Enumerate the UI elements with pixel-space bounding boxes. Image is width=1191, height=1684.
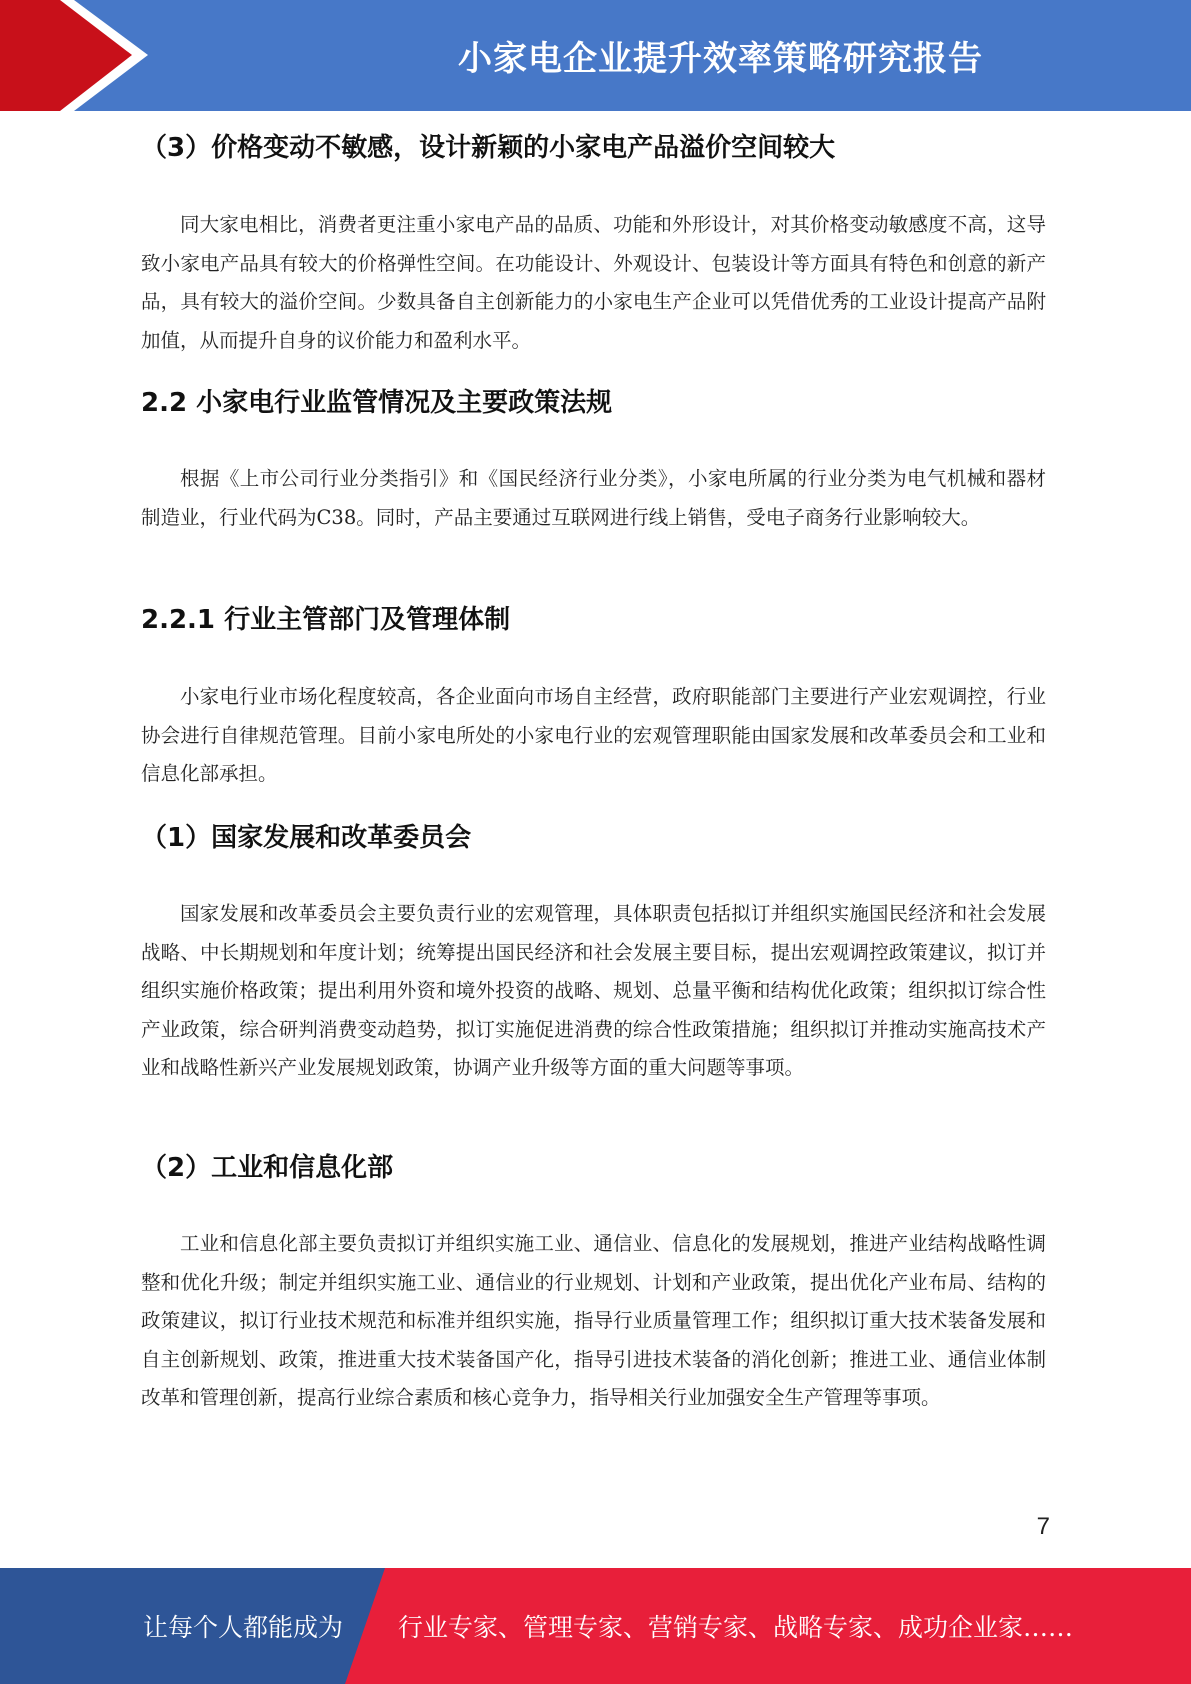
section-heading-regulation: 2.2 小家电行业监管情况及主要政策法规 — [141, 388, 613, 418]
section-heading-ndrc: （1）国家发展和改革委员会 — [141, 823, 472, 853]
footer-slogan-right: 行业专家、管理专家、营销专家、战略专家、成功企业家…… — [398, 1613, 1074, 1642]
footer-banner — [0, 1568, 1191, 1684]
section-paragraph-authorities: 小家电行业市场化程度较高，各企业面向市场自主经营，政府职能部门主要进行产业宏观调控，行业协会进行自律规范管理。目前小家电所处的小家电行业的宏观管理职能由国家发展和改革委员会和工业和信息化部承担。 — [141, 685, 1046, 785]
section-paragraph-miit: 工业和信息化部主要负责拟订并组织实施工业、通信业、信息化的发展规划，推进产业结构战略性调整和优化升级；制定并组织实施工业、通信业的行业规划、计划和产业政策，提出优化产业布局、结构的政策建议，拟订行业技术规范和标准并组织实施，指导行业质量管理工作；组织拟订重大技术装备发展和自主创新规划、政策，推进重大技术装备国产化，指导引进技术装备的消化创新；推进工业、通信业体制改革和管理创新，提高行业综合素质和核心竞争力，指导相关行业加强安全生产管理等事项。 — [141, 1232, 1046, 1409]
header-banner — [0, 0, 1191, 111]
section-paragraph-regulation: 根据《上市公司行业分类指引》和《国民经济行业分类》，小家电所属的行业分类为电气机械和器材制造业，行业代码为C38。同时，产品主要通过互联网进行线上销售，受电子商务行业影响较大。 — [141, 467, 1046, 529]
report-title: 小家电企业提升效率策略研究报告 — [458, 39, 983, 79]
page-number: 7 — [1036, 1513, 1050, 1540]
section-heading-miit: （2）工业和信息化部 — [141, 1153, 394, 1183]
section-paragraph-ndrc: 国家发展和改革委员会主要负责行业的宏观管理，具体职责包括拟订并组织实施国民经济和社会发展战略、中长期规划和年度计划；统筹提出国民经济和社会发展主要目标，提出宏观调控政策建议，拟订并组织实施价格政策；提出利用外资和境外投资的战略、规划、总量平衡和结构优化政策；组织拟订综合性产业政策，综合研判消费变动趋势，拟订实施促进消费的综合性政策措施；组织拟订并推动实施高技术产业和战略性新兴产业发展规划政策，协调产业升级等方面的重大问题等事项。 — [141, 902, 1046, 1079]
section-paragraph-price-insensitivity: 同大家电相比，消费者更注重小家电产品的品质、功能和外形设计，对其价格变动敏感度不高，这导致小家电产品具有较大的价格弹性空间。在功能设计、外观设计、包装设计等方面具有特色和创意的新产品，具有较大的溢价空间。少数具备自主创新能力的小家电生产企业可以凭借优秀的工业设计提高产品附加值，从而提升自身的议价能力和盈利水平。 — [141, 213, 1046, 352]
section-heading-authorities: 2.2.1 行业主管部门及管理体制 — [141, 605, 511, 635]
footer-slogan-left: 让每个人都能成为 — [143, 1613, 344, 1642]
section-heading-price-insensitivity: （3）价格变动不敏感，设计新颖的小家电产品溢价空间较大 — [141, 133, 836, 163]
